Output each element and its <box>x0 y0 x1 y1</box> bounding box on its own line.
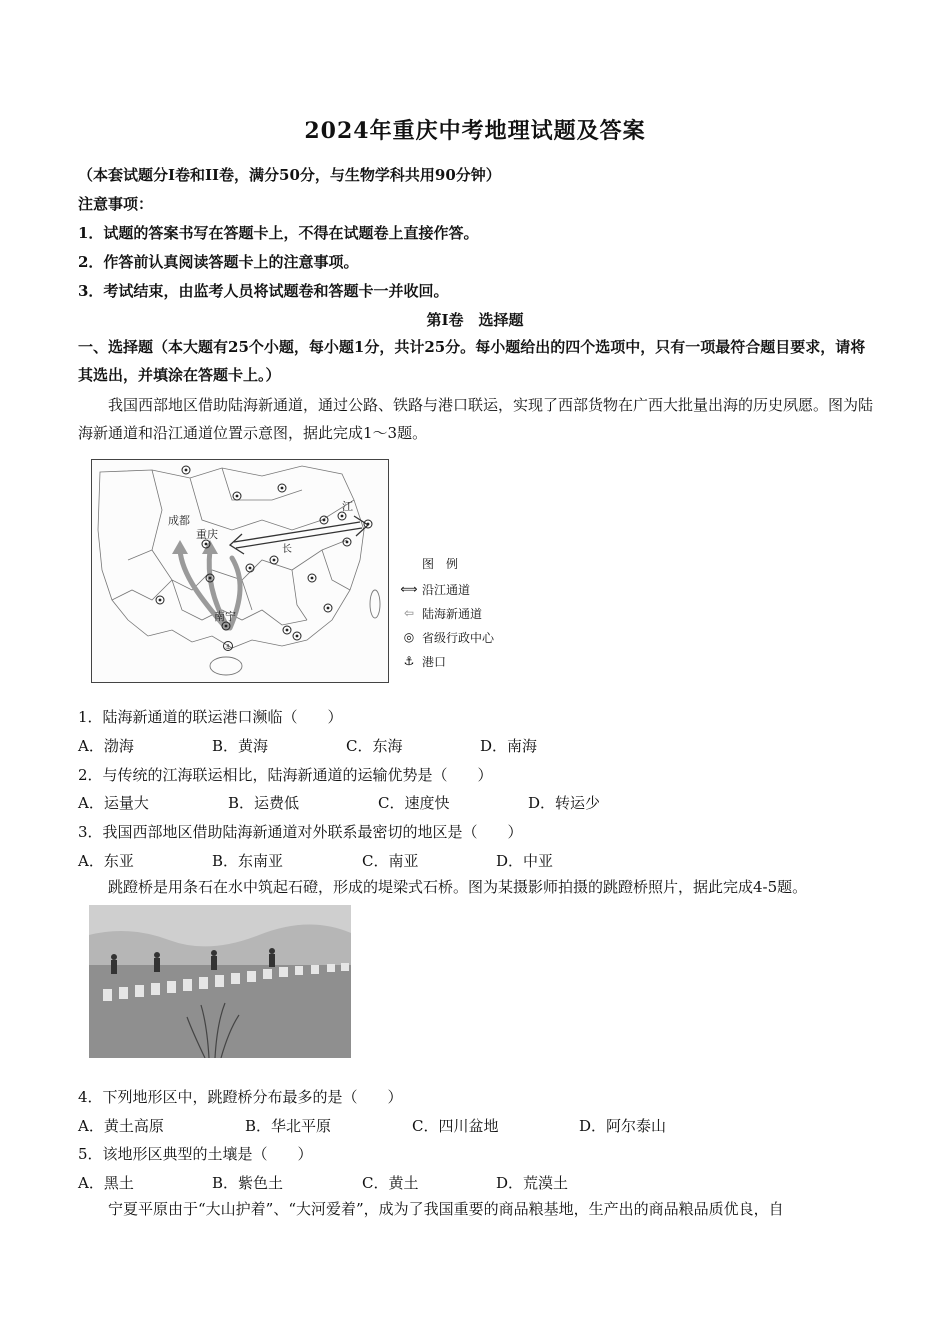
section-title: 第I卷 选择题 <box>426 311 524 329</box>
option[interactable]: A．黑土 <box>78 1174 134 1192</box>
question-5: 5．该地形区典型的土壤是（ ） <box>78 1145 313 1163</box>
port-icon: ⚓ <box>403 654 415 668</box>
legend-label: 陆海新通道 <box>422 606 483 621</box>
option[interactable]: C．速度快 <box>378 794 450 812</box>
label-chongqing: 重庆 <box>196 528 218 541</box>
notes-heading: 注意事项： <box>78 195 154 213</box>
question-2-options <box>78 792 600 813</box>
page-title: 2024年重庆中考地理试题及答案 <box>304 118 646 144</box>
capital-dot-icon: ◎ <box>403 630 415 644</box>
label-chengdu: 成都 <box>168 514 190 527</box>
double-arrow-icon: ⟺ <box>400 582 418 596</box>
question-4-options <box>78 1115 666 1136</box>
map-graphic <box>92 460 388 682</box>
option[interactable]: C．东海 <box>346 737 403 755</box>
svg-text:⚓: ⚓ <box>225 643 232 651</box>
legend-row <box>396 625 494 649</box>
option[interactable]: B．运费低 <box>228 794 300 812</box>
question-2: 2．与传统的江海联运相比，陆海新通道的运输优势是（ ） <box>78 766 493 784</box>
corridor-map <box>91 459 389 683</box>
option[interactable]: A．渤海 <box>78 737 134 755</box>
legend-label: 港口 <box>422 654 447 669</box>
note-item: 1．试题的答案书写在答题卡上，不得在试题卷上直接作答。 <box>78 224 479 242</box>
option[interactable]: D．中亚 <box>496 852 554 870</box>
question-5-options <box>78 1172 568 1193</box>
legend-row <box>396 649 494 673</box>
question-4: 4．下列地形区中，跳蹬桥分布最多的是（ ） <box>78 1088 403 1106</box>
option[interactable]: C．南亚 <box>362 852 419 870</box>
option[interactable]: A．黄土高原 <box>78 1117 164 1135</box>
label-jiang: 江 <box>342 500 353 513</box>
stepping-stone-bridge-photo <box>89 905 351 1058</box>
label-chang: 长 <box>282 544 292 555</box>
passage-2: 跳蹬桥是用条石在水中筑起石磴，形成的堤梁式石桥。图为某摄影师拍摄的跳蹬桥照片，据此完成4-5题。 <box>108 878 808 896</box>
map-legend <box>396 555 494 673</box>
question-1: 1．陆海新通道的联运港口濒临（ ） <box>78 708 343 726</box>
passage-1: 我国西部地区借助陆海新通道，通过公路、铁路与港口联运，实现了西部货物在广西大批量出海的历史夙愿。图为陆海新通道和沿江通道位置示意图，据此完成1～3题。 <box>78 396 874 442</box>
gray-arrow-icon: ⇦ <box>403 606 415 620</box>
question-3-options <box>78 850 553 871</box>
option[interactable]: D．南海 <box>480 737 538 755</box>
option[interactable]: C．四川盆地 <box>412 1117 499 1135</box>
option[interactable]: C．黄土 <box>362 1174 419 1192</box>
option[interactable]: B．华北平原 <box>245 1117 332 1135</box>
option[interactable]: A．东亚 <box>78 852 134 870</box>
option[interactable]: D．荒漠土 <box>496 1174 569 1192</box>
passage-3: 宁夏平原由于“大山护着”、“大河爱着”，成为了我国重要的商品粮基地，生产出的商品粮品质优良，自 <box>108 1200 784 1218</box>
option[interactable]: B．黄海 <box>212 737 269 755</box>
note-item: 2．作答前认真阅读答题卡上的注意事项。 <box>78 253 359 271</box>
question-1-options <box>78 735 537 756</box>
option[interactable]: D．转运少 <box>528 794 601 812</box>
legend-label: 沿江通道 <box>422 582 471 597</box>
legend-row <box>396 577 494 601</box>
exam-subtitle: （本套试题分I卷和II卷，满分50分，与生物学科共用90分钟） <box>78 166 501 184</box>
section-intro: 一、选择题（本大题有25个小题，每小题1分，共计25分。每小题给出的四个选项中，只有一项最符合题目要求，请将其选出，并填涂在答题卡上。） <box>78 338 866 384</box>
note-item: 3．考试结束，由监考人员将试题卷和答题卡一并收回。 <box>78 282 449 300</box>
legend-title: 图 例 <box>422 557 459 571</box>
option[interactable]: B．紫色土 <box>212 1174 284 1192</box>
legend-label: 省级行政中心 <box>422 630 495 645</box>
question-3: 3．我国西部地区借助陆海新通道对外联系最密切的地区是（ ） <box>78 823 523 841</box>
option[interactable]: D．阿尔泰山 <box>579 1117 667 1135</box>
option[interactable]: A．运量大 <box>78 794 149 812</box>
photo-graphic <box>89 905 351 1058</box>
legend-row <box>396 601 494 625</box>
option[interactable]: B．东南亚 <box>212 852 284 870</box>
label-nanning: 南宁 <box>214 610 236 623</box>
